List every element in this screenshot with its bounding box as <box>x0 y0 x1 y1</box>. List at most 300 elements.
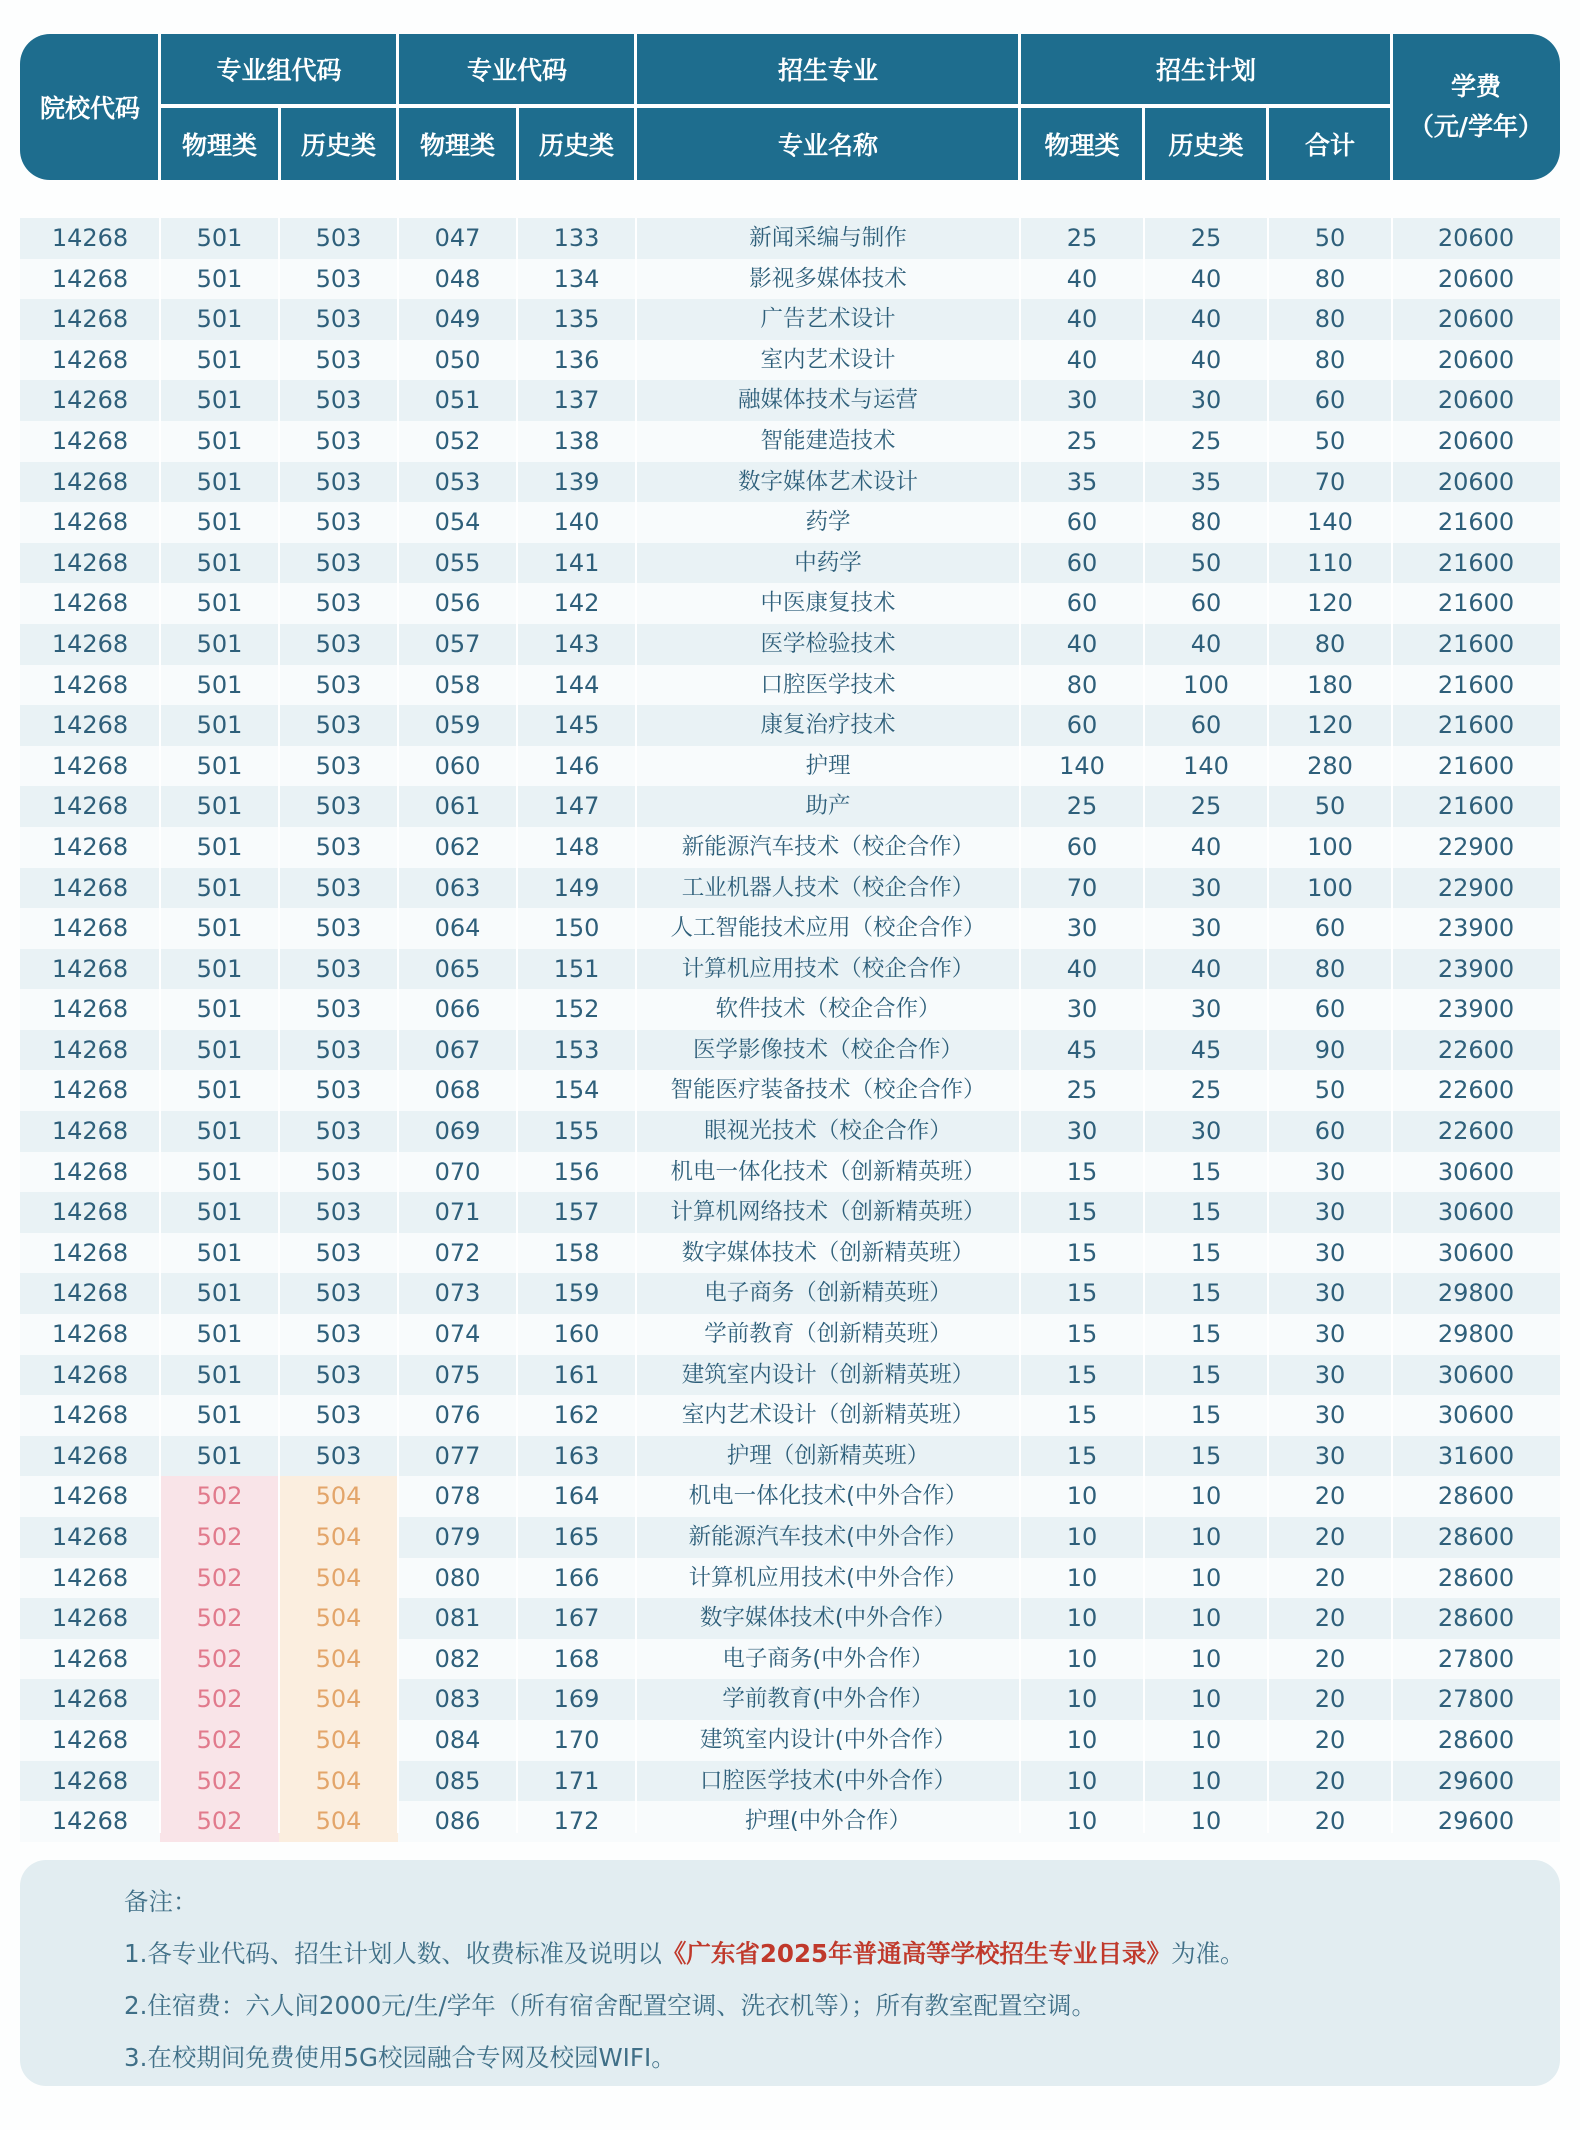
major-physics-code-cell: 049 <box>434 305 481 334</box>
plan-history-cell: 10 <box>1190 1766 1222 1795</box>
plan-history-cell: 30 <box>1190 1117 1222 1146</box>
group-physics-cell: 501 <box>196 1198 243 1227</box>
major-name-cell: 融媒体技术与运营 <box>737 387 918 414</box>
group-physics-cell: 502 <box>160 1476 279 1517</box>
major-physics-code-cell: 047 <box>434 224 481 252</box>
header-separator <box>634 34 637 180</box>
major-history-code-cell: 135 <box>553 305 600 334</box>
group-physics-cell: 502 <box>160 1679 279 1720</box>
fee-cell: 23900 <box>1437 914 1515 943</box>
fee-cell: 29600 <box>1437 1766 1515 1795</box>
plan-physics-cell: 10 <box>1066 1482 1098 1511</box>
major-physics-code-cell: 084 <box>434 1725 481 1754</box>
major-history-code-cell: 133 <box>553 224 600 252</box>
column-separator <box>1019 218 1021 1833</box>
header-code-physics: 物理类 <box>419 131 495 160</box>
plan-physics-cell: 40 <box>1066 305 1098 334</box>
school-code-cell: 14268 <box>51 264 129 293</box>
major-history-code-cell: 161 <box>553 1360 600 1389</box>
plan-physics-cell: 30 <box>1066 995 1098 1024</box>
plan-physics-cell: 15 <box>1066 1279 1098 1308</box>
plan-history-cell: 40 <box>1190 345 1222 374</box>
fee-cell: 28600 <box>1437 1563 1515 1592</box>
group-history-cell: 503 <box>315 548 362 577</box>
group-history-cell: 503 <box>315 1157 362 1186</box>
plan-history-cell: 140 <box>1183 751 1229 780</box>
major-history-code-cell: 164 <box>553 1482 600 1511</box>
table-row <box>20 259 1560 300</box>
major-history-code-cell: 170 <box>553 1725 600 1754</box>
plan-history-cell: 40 <box>1190 264 1222 293</box>
table-row <box>20 1355 1560 1396</box>
plan-total-cell: 60 <box>1314 995 1346 1024</box>
plan-total-cell: 30 <box>1314 1441 1346 1470</box>
major-physics-code-cell: 062 <box>434 832 481 861</box>
fee-cell: 22600 <box>1437 1035 1515 1064</box>
major-physics-code-cell: 064 <box>434 914 481 943</box>
major-name-cell: 建筑室内设计(中外合作） <box>699 1726 957 1753</box>
group-physics-cell: 502 <box>160 1761 279 1802</box>
major-history-code-cell: 151 <box>553 954 600 983</box>
fee-cell: 28600 <box>1437 1725 1515 1754</box>
plan-total-cell: 30 <box>1314 1157 1346 1186</box>
major-physics-code-cell: 075 <box>434 1360 481 1389</box>
table-row <box>20 1761 1560 1802</box>
major-history-code-cell: 158 <box>553 1238 600 1267</box>
major-name-cell: 口腔医学技术 <box>760 671 896 698</box>
table-row <box>20 380 1560 421</box>
school-code-cell: 14268 <box>51 873 129 902</box>
plan-history-cell: 10 <box>1190 1523 1222 1551</box>
major-physics-code-cell: 051 <box>434 386 481 415</box>
group-physics-cell: 501 <box>196 873 243 902</box>
header-separator <box>1266 108 1269 180</box>
fee-cell: 30600 <box>1437 1238 1515 1267</box>
major-physics-code-cell: 052 <box>434 426 481 455</box>
plan-physics-cell: 40 <box>1066 345 1098 374</box>
note-line-1-text: 1.各专业代码、招生计划人数、收费标准及说明以 <box>124 1938 662 1968</box>
group-physics-cell: 502 <box>160 1801 279 1842</box>
major-physics-code-cell: 066 <box>434 995 481 1024</box>
plan-total-cell: 140 <box>1307 508 1353 537</box>
major-name-cell: 智能医疗装备技术（校企合作） <box>670 1077 986 1104</box>
table-row <box>20 746 1560 787</box>
fee-cell: 22600 <box>1437 1076 1515 1105</box>
major-history-code-cell: 155 <box>553 1117 600 1146</box>
plan-total-cell: 60 <box>1314 1117 1346 1146</box>
major-history-code-cell: 147 <box>553 792 600 821</box>
major-name-cell: 人工智能技术应用（校企合作） <box>670 915 986 942</box>
school-code-cell: 14268 <box>51 1117 129 1146</box>
major-name-cell: 室内艺术设计 <box>760 346 896 373</box>
fee-cell: 20600 <box>1437 345 1515 374</box>
plan-total-cell: 20 <box>1314 1563 1346 1592</box>
table-header <box>20 34 1560 180</box>
major-history-code-cell: 171 <box>553 1766 600 1795</box>
plan-total-cell: 20 <box>1314 1725 1346 1754</box>
major-name-cell: 眼视光技术（校企合作） <box>704 1118 952 1145</box>
school-code-cell: 14268 <box>51 751 129 780</box>
major-physics-code-cell: 086 <box>434 1807 481 1836</box>
major-name-cell: 机电一体化技术(中外合作） <box>688 1483 968 1510</box>
major-physics-code-cell: 077 <box>434 1441 481 1470</box>
fee-cell: 28600 <box>1437 1604 1515 1633</box>
major-history-code-cell: 162 <box>553 1401 600 1430</box>
plan-total-cell: 20 <box>1314 1523 1346 1551</box>
major-history-code-cell: 169 <box>553 1685 600 1714</box>
plan-history-cell: 15 <box>1190 1238 1222 1267</box>
group-history-cell: 503 <box>315 426 362 455</box>
group-physics-cell: 501 <box>196 467 243 496</box>
plan-history-cell: 40 <box>1190 954 1222 983</box>
plan-history-cell: 15 <box>1190 1401 1222 1430</box>
school-code-cell: 14268 <box>51 1279 129 1308</box>
fee-cell: 23900 <box>1437 995 1515 1024</box>
major-name-cell: 工业机器人技术（校企合作） <box>681 874 975 901</box>
plan-history-cell: 25 <box>1190 426 1222 455</box>
table-row <box>20 1598 1560 1639</box>
table-row <box>20 218 1560 259</box>
plan-physics-cell: 40 <box>1066 629 1098 658</box>
group-history-cell: 503 <box>315 832 362 861</box>
plan-history-cell: 15 <box>1190 1441 1222 1470</box>
plan-physics-cell: 140 <box>1059 751 1105 780</box>
group-physics-cell: 501 <box>196 264 243 293</box>
major-physics-code-cell: 065 <box>434 954 481 983</box>
plan-physics-cell: 25 <box>1066 1076 1098 1105</box>
header-fee-line1: 学费 <box>1450 72 1501 101</box>
plan-total-cell: 180 <box>1307 670 1353 699</box>
major-name-cell: 新闻采编与制作 <box>749 225 907 251</box>
header-group-physics: 物理类 <box>181 131 257 160</box>
major-physics-code-cell: 048 <box>434 264 481 293</box>
plan-physics-cell: 25 <box>1066 426 1098 455</box>
group-history-cell: 504 <box>279 1801 398 1842</box>
group-history-cell: 504 <box>279 1639 398 1680</box>
school-code-cell: 14268 <box>51 954 129 983</box>
major-name-cell: 广告艺术设计 <box>760 306 896 333</box>
plan-total-cell: 30 <box>1314 1360 1346 1389</box>
major-physics-code-cell: 053 <box>434 467 481 496</box>
group-history-cell: 503 <box>315 508 362 537</box>
plan-history-cell: 15 <box>1190 1320 1222 1349</box>
group-physics-cell: 501 <box>196 995 243 1024</box>
notes-panel <box>20 1860 1560 2086</box>
plan-total-cell: 20 <box>1314 1604 1346 1633</box>
major-name-cell: 口腔医学技术(中外合作） <box>699 1767 957 1794</box>
note-line-1-end: 为准。 <box>1171 1938 1245 1968</box>
header-school-code: 院校代码 <box>39 94 140 123</box>
group-history-cell: 503 <box>315 711 362 740</box>
major-name-cell: 新能源汽车技术(中外合作） <box>688 1524 968 1550</box>
plan-history-cell: 30 <box>1190 914 1222 943</box>
group-history-cell: 503 <box>315 1441 362 1470</box>
major-history-code-cell: 143 <box>553 629 600 658</box>
school-code-cell: 14268 <box>51 1320 129 1349</box>
plan-total-cell: 30 <box>1314 1238 1346 1267</box>
header-fee-line2: （元/学年） <box>1408 112 1544 141</box>
notes-title: 备注： <box>124 1886 198 1916</box>
header-separator <box>396 34 399 180</box>
group-history-cell: 503 <box>315 589 362 618</box>
school-code-cell: 14268 <box>51 589 129 618</box>
group-history-cell: 503 <box>315 914 362 943</box>
header-separator <box>1390 34 1393 180</box>
major-physics-code-cell: 080 <box>434 1563 481 1592</box>
major-physics-code-cell: 082 <box>434 1644 481 1673</box>
major-physics-code-cell: 072 <box>434 1238 481 1267</box>
fee-cell: 22900 <box>1437 832 1515 861</box>
fee-cell: 29800 <box>1437 1320 1515 1349</box>
plan-physics-cell: 40 <box>1066 954 1098 983</box>
plan-physics-cell: 15 <box>1066 1198 1098 1227</box>
plan-history-cell: 40 <box>1190 629 1222 658</box>
fee-cell: 20600 <box>1437 224 1515 252</box>
plan-physics-cell: 25 <box>1066 792 1098 821</box>
major-history-code-cell: 144 <box>553 670 600 699</box>
group-physics-cell: 501 <box>196 954 243 983</box>
fee-cell: 23900 <box>1437 954 1515 983</box>
plan-total-cell: 30 <box>1314 1320 1346 1349</box>
header-separator <box>516 108 519 180</box>
major-name-cell: 医学影像技术（校企合作） <box>692 1036 963 1063</box>
table-body <box>20 218 1560 1842</box>
group-history-cell: 503 <box>315 873 362 902</box>
plan-physics-cell: 60 <box>1066 548 1098 577</box>
plan-history-cell: 45 <box>1190 1035 1222 1064</box>
table-row <box>20 949 1560 990</box>
major-history-code-cell: 146 <box>553 751 600 780</box>
major-history-code-cell: 149 <box>553 873 600 902</box>
major-history-code-cell: 152 <box>553 995 600 1024</box>
major-history-code-cell: 163 <box>553 1441 600 1470</box>
fee-cell: 28600 <box>1437 1482 1515 1511</box>
group-history-cell: 503 <box>315 954 362 983</box>
column-separator <box>1267 218 1269 1833</box>
major-name-cell: 室内艺术设计（创新精英班） <box>681 1402 975 1429</box>
group-history-cell: 504 <box>279 1476 398 1517</box>
fee-cell: 21600 <box>1437 670 1515 699</box>
school-code-cell: 14268 <box>51 1685 129 1714</box>
plan-history-cell: 10 <box>1190 1563 1222 1592</box>
plan-physics-cell: 15 <box>1066 1320 1098 1349</box>
plan-physics-cell: 15 <box>1066 1360 1098 1389</box>
group-physics-cell: 502 <box>160 1517 279 1558</box>
plan-history-cell: 40 <box>1190 305 1222 334</box>
major-name-cell: 数字媒体技术(中外合作） <box>699 1605 957 1632</box>
plan-total-cell: 50 <box>1314 426 1346 455</box>
school-code-cell: 14268 <box>51 1563 129 1592</box>
major-physics-code-cell: 055 <box>434 548 481 577</box>
group-physics-cell: 501 <box>196 548 243 577</box>
group-physics-cell: 501 <box>196 1279 243 1308</box>
plan-physics-cell: 10 <box>1066 1604 1098 1633</box>
major-history-code-cell: 141 <box>553 548 600 577</box>
plan-history-cell: 15 <box>1190 1198 1222 1227</box>
plan-physics-cell: 60 <box>1066 589 1098 618</box>
major-name-cell: 药学 <box>805 509 851 536</box>
header-plan-physics: 物理类 <box>1044 131 1120 160</box>
plan-total-cell: 70 <box>1314 467 1346 496</box>
major-physics-code-cell: 078 <box>434 1482 481 1511</box>
table-row <box>20 989 1560 1030</box>
major-history-code-cell: 160 <box>553 1320 600 1349</box>
group-history-cell: 503 <box>315 305 362 334</box>
plan-history-cell: 100 <box>1183 670 1229 699</box>
plan-total-cell: 80 <box>1314 345 1346 374</box>
table-row <box>20 705 1560 746</box>
plan-physics-cell: 10 <box>1066 1725 1098 1754</box>
major-history-code-cell: 168 <box>553 1644 600 1673</box>
plan-total-cell: 100 <box>1307 832 1353 861</box>
plan-history-cell: 15 <box>1190 1157 1222 1186</box>
major-physics-code-cell: 054 <box>434 508 481 537</box>
group-physics-cell: 501 <box>196 1320 243 1349</box>
group-physics-cell: 501 <box>196 832 243 861</box>
header-code-history: 历史类 <box>538 131 614 160</box>
plan-physics-cell: 70 <box>1066 873 1098 902</box>
plan-physics-cell: 45 <box>1066 1035 1098 1064</box>
school-code-cell: 14268 <box>51 629 129 658</box>
column-separator <box>278 218 280 1833</box>
plan-physics-cell: 10 <box>1066 1563 1098 1592</box>
header-separator <box>1018 34 1021 180</box>
school-code-cell: 14268 <box>51 1076 129 1105</box>
table-row <box>20 908 1560 949</box>
plan-history-cell: 25 <box>1190 792 1222 821</box>
plan-physics-cell: 60 <box>1066 508 1098 537</box>
fee-cell: 21600 <box>1437 508 1515 537</box>
table-row <box>20 1111 1560 1152</box>
plan-total-cell: 80 <box>1314 629 1346 658</box>
plan-total-cell: 80 <box>1314 954 1346 983</box>
school-code-cell: 14268 <box>51 345 129 374</box>
school-code-cell: 14268 <box>51 1766 129 1795</box>
plan-physics-cell: 10 <box>1066 1685 1098 1714</box>
table-row <box>20 827 1560 868</box>
major-physics-code-cell: 057 <box>434 629 481 658</box>
school-code-cell: 14268 <box>51 1441 129 1470</box>
group-physics-cell: 501 <box>196 386 243 415</box>
school-code-cell: 14268 <box>51 467 129 496</box>
group-history-cell: 504 <box>279 1558 398 1599</box>
major-history-code-cell: 139 <box>553 467 600 496</box>
school-code-cell: 14268 <box>51 670 129 699</box>
group-history-cell: 503 <box>315 1035 362 1064</box>
table-row <box>20 1517 1560 1558</box>
group-history-cell: 503 <box>315 1117 362 1146</box>
school-code-cell: 14268 <box>51 1198 129 1227</box>
plan-history-cell: 25 <box>1190 1076 1222 1105</box>
table-row <box>20 421 1560 462</box>
major-history-code-cell: 142 <box>553 589 600 618</box>
plan-physics-cell: 10 <box>1066 1807 1098 1836</box>
header-separator <box>158 34 161 180</box>
plan-history-cell: 35 <box>1190 467 1222 496</box>
school-code-cell: 14268 <box>51 1604 129 1633</box>
table-row <box>20 1273 1560 1314</box>
plan-history-cell: 40 <box>1190 832 1222 861</box>
major-history-code-cell: 157 <box>553 1198 600 1227</box>
fee-cell: 27800 <box>1437 1644 1515 1673</box>
header-major-code: 专业代码 <box>466 56 567 85</box>
group-history-cell: 503 <box>315 1198 362 1227</box>
group-history-cell: 503 <box>315 670 362 699</box>
plan-physics-cell: 10 <box>1066 1523 1098 1551</box>
major-name-cell: 学前教育（创新精英班） <box>704 1321 952 1348</box>
major-name-cell: 电子商务（创新精英班） <box>704 1280 952 1307</box>
plan-physics-cell: 40 <box>1066 264 1098 293</box>
major-name-cell: 护理(中外合作） <box>744 1808 912 1835</box>
fee-cell: 29800 <box>1437 1279 1515 1308</box>
major-physics-code-cell: 067 <box>434 1035 481 1064</box>
major-name-cell: 助产 <box>805 793 851 820</box>
plan-total-cell: 110 <box>1307 548 1353 577</box>
group-history-cell: 503 <box>315 1076 362 1105</box>
table-row <box>20 1436 1560 1477</box>
group-physics-cell: 502 <box>160 1558 279 1599</box>
fee-cell: 22600 <box>1437 1117 1515 1146</box>
table-row <box>20 1476 1560 1517</box>
group-history-cell: 503 <box>315 995 362 1024</box>
major-name-cell: 建筑室内设计（创新精英班） <box>681 1361 975 1388</box>
school-code-cell: 14268 <box>51 1157 129 1186</box>
group-physics-cell: 502 <box>160 1720 279 1761</box>
major-name-cell: 电子商务(中外合作） <box>722 1645 934 1672</box>
header-plan: 招生计划 <box>1155 56 1256 85</box>
fee-cell: 20600 <box>1437 467 1515 496</box>
group-physics-cell: 501 <box>196 589 243 618</box>
plan-history-cell: 50 <box>1190 548 1222 577</box>
group-physics-cell: 501 <box>196 345 243 374</box>
table-row <box>20 1152 1560 1193</box>
group-physics-cell: 501 <box>196 1401 243 1430</box>
table-row <box>20 1030 1560 1071</box>
table-row <box>20 624 1560 665</box>
group-physics-cell: 501 <box>196 1157 243 1186</box>
school-code-cell: 14268 <box>51 1360 129 1389</box>
plan-total-cell: 30 <box>1314 1279 1346 1308</box>
plan-history-cell: 30 <box>1190 995 1222 1024</box>
major-history-code-cell: 154 <box>553 1076 600 1105</box>
major-history-code-cell: 137 <box>553 386 600 415</box>
fee-cell: 29600 <box>1437 1807 1515 1836</box>
table-row <box>20 1395 1560 1436</box>
plan-history-cell: 30 <box>1190 386 1222 415</box>
table-row <box>20 1192 1560 1233</box>
plan-total-cell: 280 <box>1307 751 1353 780</box>
group-physics-cell: 502 <box>160 1639 279 1680</box>
fee-cell: 30600 <box>1437 1157 1515 1186</box>
group-physics-cell: 501 <box>196 1238 243 1267</box>
major-name-cell: 康复治疗技术 <box>760 712 896 739</box>
fee-cell: 22900 <box>1437 873 1515 902</box>
fee-cell: 20600 <box>1437 264 1515 293</box>
plan-physics-cell: 15 <box>1066 1238 1098 1267</box>
group-history-cell: 503 <box>315 224 362 252</box>
major-physics-code-cell: 068 <box>434 1076 481 1105</box>
plan-physics-cell: 25 <box>1066 224 1098 252</box>
fee-cell: 21600 <box>1437 589 1515 618</box>
major-name-cell: 学前教育(中外合作） <box>722 1686 934 1713</box>
fee-cell: 21600 <box>1437 792 1515 821</box>
table-row <box>20 543 1560 584</box>
admission-table <box>20 34 1560 2086</box>
group-history-cell: 504 <box>279 1720 398 1761</box>
note-line-3: 3.在校期间免费使用5G校园融合专网及校园WIFI。 <box>124 2042 676 2072</box>
major-history-code-cell: 145 <box>553 711 600 740</box>
fee-cell: 30600 <box>1437 1198 1515 1227</box>
